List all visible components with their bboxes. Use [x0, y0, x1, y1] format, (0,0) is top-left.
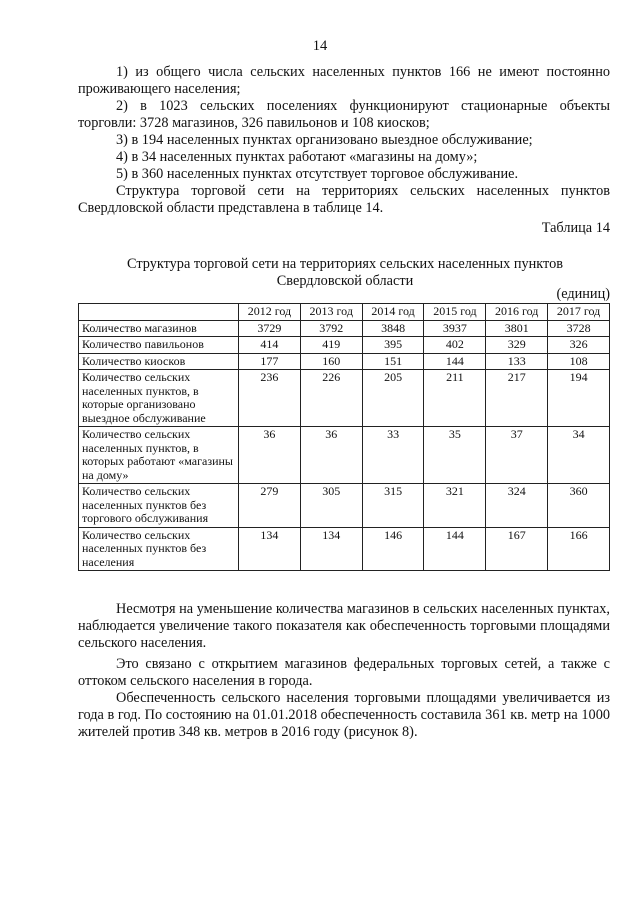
- list-item-5: 5) в 360 населенных пунктах отсутствует торговое обслуживание.: [116, 166, 519, 182]
- table-cell: 321: [424, 484, 486, 528]
- table-row: [79, 320, 610, 337]
- table-cell: 402: [424, 337, 486, 354]
- table-cell: 36: [300, 427, 362, 484]
- table-cell: 3937: [424, 320, 486, 337]
- header-2014: 2014 год: [362, 304, 424, 321]
- table-cell: 324: [486, 484, 548, 528]
- table-header-row: [79, 304, 610, 321]
- table-row: [79, 484, 610, 528]
- closing-paragraph-2: Это связано с открытием магазинов федеральных торговых сетей, а также с оттоком сельского населения в города.: [78, 656, 610, 689]
- table-cell: 395: [362, 337, 424, 354]
- list-item-1: 1) из общего числа сельских населенных пунктов 166 не имеют постоянно проживающего населения;: [78, 64, 610, 97]
- intro-paragraph: Структура торговой сети на территориях сельских населенных пунктов Свердловской области представлена в таблице 14.: [78, 183, 610, 216]
- page-number: 14: [312, 38, 328, 54]
- list-item-2: 2) в 1023 сельских поселениях функционируют стационарные объекты торговли: 3728 магазинов, 326 павильонов и 108 киосков;: [78, 98, 610, 131]
- table-row: [79, 527, 610, 571]
- row-label: Количество сельских населенных пунктов без торгового обслуживания: [79, 484, 239, 528]
- trade-network-table: [78, 303, 610, 571]
- table-cell: 34: [548, 427, 610, 484]
- table-label: Таблица 14: [541, 220, 610, 236]
- table-cell: 146: [362, 527, 424, 571]
- table-row: [79, 427, 610, 484]
- header-2012: 2012 год: [239, 304, 301, 321]
- table-cell: 37: [486, 427, 548, 484]
- table-cell: 326: [548, 337, 610, 354]
- table-cell: 3848: [362, 320, 424, 337]
- table-cell: 134: [239, 527, 301, 571]
- table-cell: 36: [239, 427, 301, 484]
- table-cell: 329: [486, 337, 548, 354]
- list-item-3: 3) в 194 населенных пунктах организовано выездное обслуживание;: [116, 132, 533, 148]
- table-cell: 177: [239, 353, 301, 370]
- table-cell: 194: [548, 370, 610, 427]
- table-cell: 3728: [548, 320, 610, 337]
- table-cell: 217: [486, 370, 548, 427]
- table-units: (единиц): [556, 286, 610, 302]
- table-cell: 205: [362, 370, 424, 427]
- table-cell: 419: [300, 337, 362, 354]
- row-label: Количество магазинов: [79, 320, 239, 337]
- closing-paragraph-1: Несмотря на уменьшение количества магазинов в сельских населенных пунктах, наблюдается увеличение такого показателя как обеспеченность торговыми площадями сельского населения.: [78, 601, 610, 651]
- table-row: [79, 353, 610, 370]
- table-caption: Структура торговой сети на территориях сельских населенных пунктов Свердловской области: [126, 256, 564, 289]
- table-cell: 236: [239, 370, 301, 427]
- table-row: [79, 370, 610, 427]
- header-2016: 2016 год: [486, 304, 548, 321]
- table-row: [79, 337, 610, 354]
- table-cell: 160: [300, 353, 362, 370]
- table-cell: 3729: [239, 320, 301, 337]
- table-cell: 33: [362, 427, 424, 484]
- table-cell: 108: [548, 353, 610, 370]
- table-cell: 211: [424, 370, 486, 427]
- table-cell: 35: [424, 427, 486, 484]
- row-label: Количество сельских населенных пунктов, в которые организовано выездное обслуживание: [79, 370, 239, 427]
- table-cell: 279: [239, 484, 301, 528]
- closing-paragraph-3: Обеспеченность сельского населения торговыми площадями увеличивается из года в год. По состоянию на 01.01.2018 обеспеченность составила 361 кв. метр на 1000 жителей против 348 кв. метров в 2016 году (рисунок 8).: [78, 690, 610, 740]
- list-item-4: 4) в 34 населенных пунктах работают «магазины на дому»;: [116, 149, 478, 165]
- table-corner-cell: [79, 304, 239, 321]
- table-cell: 134: [300, 527, 362, 571]
- table-cell: 133: [486, 353, 548, 370]
- header-2013: 2013 год: [300, 304, 362, 321]
- row-label: Количество сельских населенных пунктов без населения: [79, 527, 239, 571]
- table-cell: 3801: [486, 320, 548, 337]
- table-cell: 144: [424, 527, 486, 571]
- table-cell: 305: [300, 484, 362, 528]
- table-cell: 414: [239, 337, 301, 354]
- table-cell: 144: [424, 353, 486, 370]
- table-cell: 3792: [300, 320, 362, 337]
- table-cell: 151: [362, 353, 424, 370]
- header-2017: 2017 год: [548, 304, 610, 321]
- header-2015: 2015 год: [424, 304, 486, 321]
- table-cell: 166: [548, 527, 610, 571]
- row-label: Количество сельских населенных пунктов, в которых работают «магазины на дому»: [79, 427, 239, 484]
- table-cell: 167: [486, 527, 548, 571]
- table-cell: 315: [362, 484, 424, 528]
- row-label: Количество павильонов: [79, 337, 239, 354]
- table-cell: 360: [548, 484, 610, 528]
- row-label: Количество киосков: [79, 353, 239, 370]
- table-cell: 226: [300, 370, 362, 427]
